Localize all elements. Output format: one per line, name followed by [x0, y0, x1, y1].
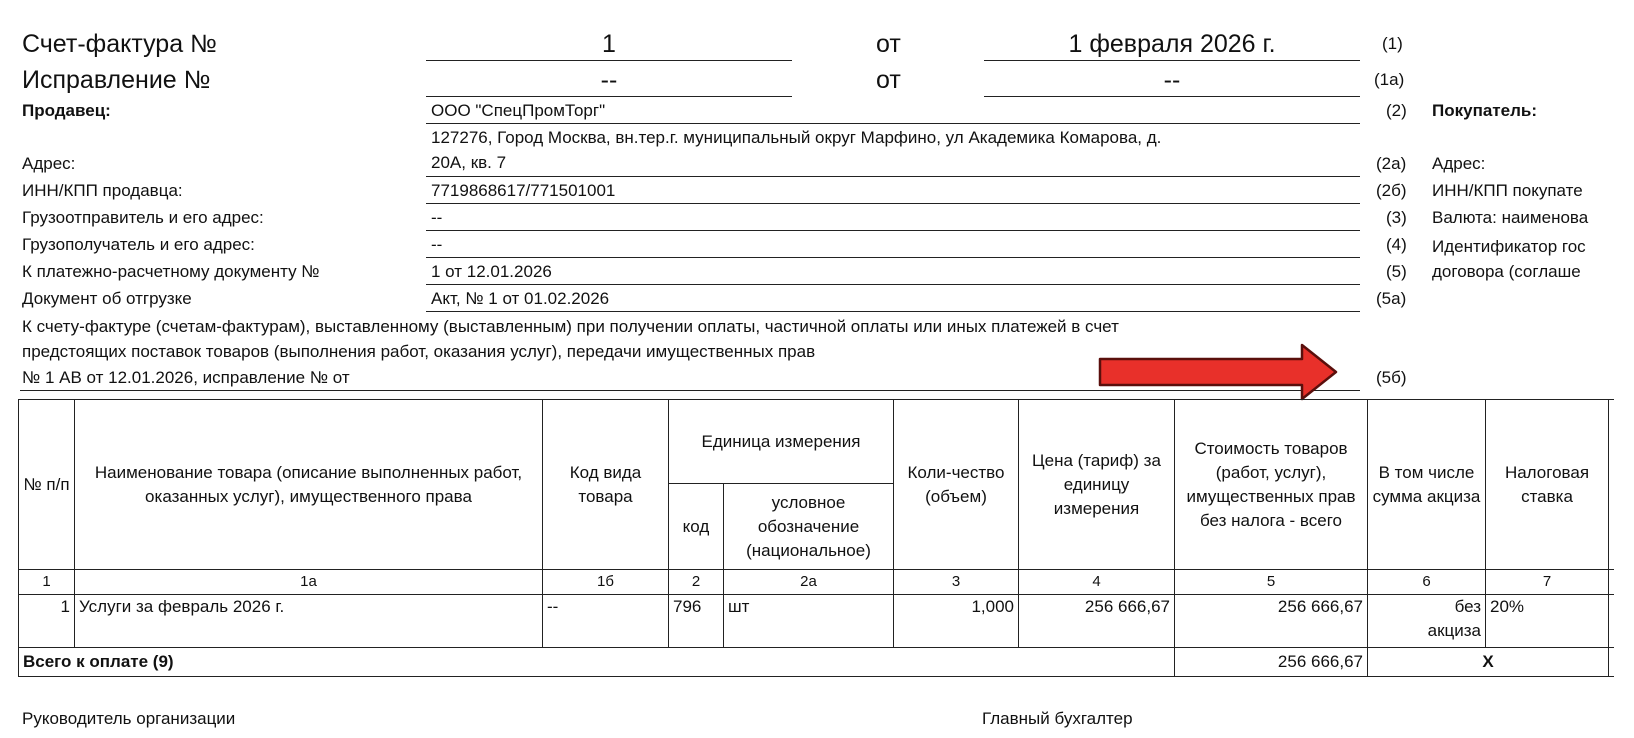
seller-inn: 7719868617/771501001 [431, 181, 616, 200]
invoice-label: Счет-фактура № [22, 30, 217, 58]
seller-inn-label: ИНН/КПП продавца: [22, 181, 183, 200]
advance-text-line2: предстоящих поставок товаров (выполнения работ, оказания услуг), передачи имущественных прав [22, 342, 816, 361]
index-cell: 2 [669, 570, 724, 595]
header-unit-symbol: условное обозначение (национальное) [724, 484, 894, 570]
shipment-doc-code: (5а) [1376, 289, 1407, 308]
payment-doc-label: К платежно-расчетному документу № [22, 262, 320, 281]
row-qty: 1,000 [894, 595, 1019, 648]
index-cell: 3 [894, 570, 1019, 595]
payment-doc-underline [426, 284, 1360, 285]
buyer-gov-id-label: Идентификатор гос [1432, 237, 1586, 256]
header-unit-code: код [669, 484, 724, 570]
index-cell: 7 [1486, 570, 1609, 595]
seller-address-code: (2а) [1376, 154, 1407, 173]
invoice-from-label: от [876, 30, 901, 58]
index-cell: 6 [1368, 570, 1486, 595]
invoice-number-underline [426, 60, 792, 61]
correction-number-underline [426, 96, 792, 97]
correction-from-label: от [876, 66, 901, 94]
seller-name: ООО "СпецПромТорг" [431, 101, 606, 120]
index-cell: 1 [19, 570, 75, 595]
correction-label: Исправление № [22, 66, 211, 94]
buyer-address-label: Адрес: [1432, 154, 1486, 173]
index-cell: 1б [543, 570, 669, 595]
row-price: 256 666,67 [1019, 595, 1175, 648]
shipper-underline [426, 230, 1360, 231]
shipper-code: (3) [1386, 208, 1407, 227]
consignee-label: Грузополучатель и его адрес: [22, 235, 255, 254]
seller-name-underline [426, 123, 1360, 124]
buyer-contract-label: договора (соглаше [1432, 262, 1581, 281]
seller-code: (2) [1386, 101, 1407, 120]
consignee-underline [426, 257, 1360, 258]
goods-table [18, 399, 1619, 677]
seller-inn-underline [426, 203, 1360, 204]
advance-code: (5б) [1376, 368, 1407, 387]
seller-address-line2: 20А, кв. 7 [431, 153, 507, 172]
row-excise: без акциза [1368, 595, 1486, 648]
row-unit-symbol: шт [724, 595, 894, 648]
buyer-inn-label: ИНН/КПП покупате [1432, 181, 1583, 200]
payment-doc-value: 1 от 12.01.2026 [431, 262, 552, 281]
invoice-date-underline [984, 60, 1360, 61]
index-cell: 4 [1019, 570, 1175, 595]
consignee-code: (4) [1386, 235, 1407, 254]
invoice-date: 1 февраля 2026 г. [1068, 30, 1276, 58]
shipper-label: Грузоотправитель и его адрес: [22, 208, 264, 227]
correction-date: -- [1163, 66, 1181, 94]
payment-doc-code: (5) [1386, 262, 1407, 281]
buyer-label: Покупатель: [1432, 101, 1537, 120]
shipment-doc-underline [426, 311, 1360, 312]
row-type-code: -- [543, 595, 669, 648]
accountant-label: Главный бухгалтер [982, 709, 1133, 728]
invoice-code: (1) [1382, 34, 1403, 53]
seller-address-line1: 127276, Город Москва, вн.тер.г. муниципальный округ Марфино, ул Академика Комарова, д. [431, 128, 1162, 147]
consignee-value: -- [431, 235, 443, 254]
total-label: Всего к оплате (9) [19, 648, 1175, 677]
table-row [19, 595, 1619, 648]
row-cost: 256 666,67 [1175, 595, 1368, 648]
header-cost: Стоимость товаров (работ, услуг), имущественных прав без налога - всего [1175, 400, 1368, 570]
correction-code: (1а) [1374, 70, 1405, 89]
index-cell: 5 [1175, 570, 1368, 595]
header-tax-rate: Налоговая ставка [1486, 400, 1609, 570]
advance-text-line1: К счету-фактуре (счетам-фактурам), выставленному (выставленным) при получении оплаты, частичной оплаты или иных платежей в счет [22, 317, 1119, 336]
header-name: Наименование товара (описание выполненных работ, оказанных услуг), имущественного права [75, 400, 543, 570]
row-tax-rate: 20% [1486, 595, 1609, 648]
shipment-doc-value: Акт, № 1 от 01.02.2026 [431, 289, 610, 308]
header-unit: Единица измерения [669, 400, 894, 484]
seller-label: Продавец: [22, 101, 111, 120]
header-type-code: Код вида товара [543, 400, 669, 570]
total-cost: 256 666,67 [1175, 648, 1368, 677]
invoice-number: 1 [602, 30, 616, 58]
correction-number: -- [600, 66, 618, 94]
row-num: 1 [19, 595, 75, 648]
seller-inn-code: (2б) [1376, 181, 1407, 200]
index-cell: 1а [75, 570, 543, 595]
shipment-doc-label: Документ об отгрузке [22, 289, 192, 308]
right-edge-clip [1614, 0, 1634, 738]
header-excise: В том числе сумма акциза [1368, 400, 1486, 570]
seller-address-label: Адрес: [22, 154, 76, 173]
total-row [19, 648, 1619, 677]
director-label: Руководитель организации [22, 709, 236, 728]
header-num: № п/п [19, 400, 75, 570]
red-arrow-right-icon [1098, 343, 1338, 401]
row-unit-code: 796 [669, 595, 724, 648]
shipper-value: -- [431, 208, 443, 227]
seller-address-underline [426, 176, 1360, 177]
header-qty: Коли-чество (объем) [894, 400, 1019, 570]
header-price: Цена (тариф) за единицу измерения [1019, 400, 1175, 570]
row-name: Услуги за февраль 2026 г. [75, 595, 543, 648]
buyer-currency-label: Валюта: наименова [1432, 208, 1589, 227]
advance-ref: № 1 АВ от 12.01.2026, исправление № от [22, 368, 350, 387]
total-mark: Х [1368, 648, 1609, 677]
table-index-row [19, 570, 1619, 595]
correction-date-underline [984, 96, 1360, 97]
index-cell: 2а [724, 570, 894, 595]
